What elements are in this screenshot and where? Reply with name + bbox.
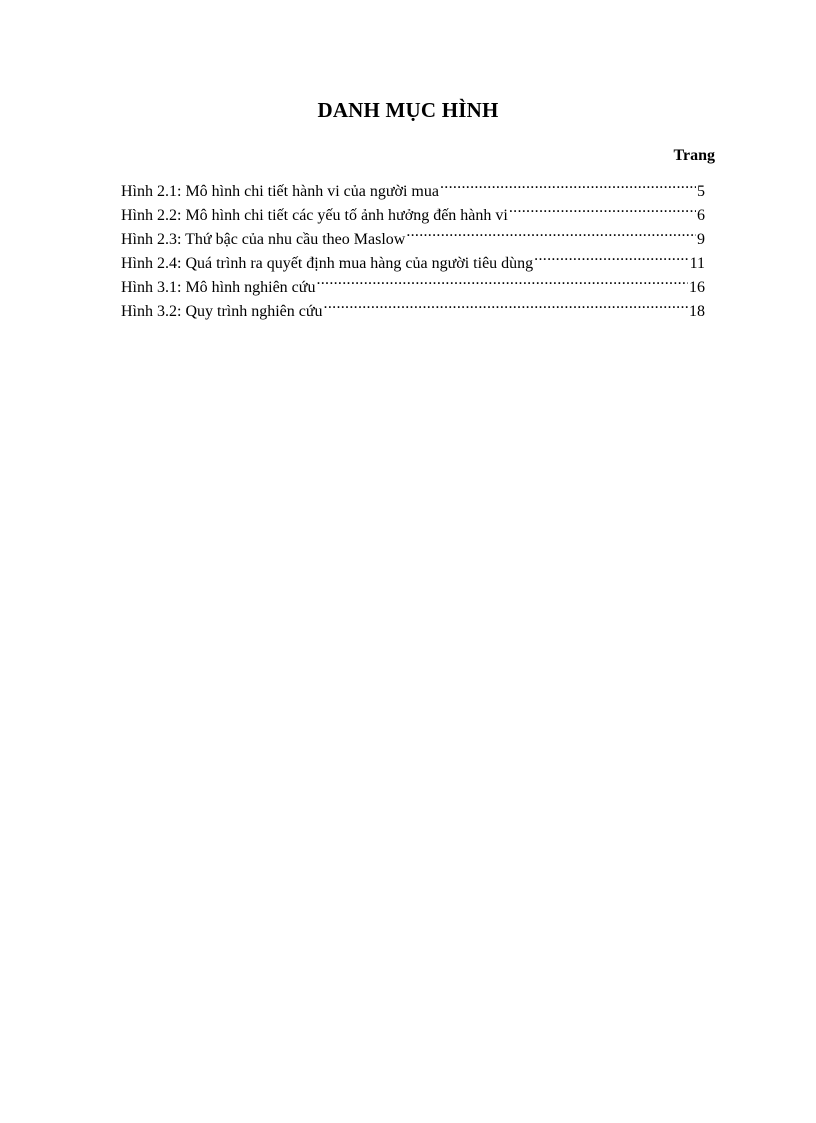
dot-leader bbox=[534, 244, 688, 268]
figure-entry-label: Hình 2.4: Quá trình ra quyết định mua hàng của người tiêu dùng bbox=[121, 255, 534, 272]
figure-entry-page: 11 bbox=[689, 255, 705, 272]
dot-leader bbox=[316, 268, 688, 292]
dot-leader bbox=[440, 172, 696, 196]
figure-entry-page: 16 bbox=[689, 279, 705, 296]
figure-entry-page: 6 bbox=[697, 207, 705, 224]
figure-entry-label: Hình 2.1: Mô hình chi tiết hành vi của người mua bbox=[121, 183, 439, 200]
dot-leader bbox=[324, 292, 688, 316]
figure-entry-label: Hình 3.2: Quy trình nghiên cứu bbox=[121, 303, 323, 320]
dot-leader bbox=[406, 220, 696, 244]
figure-entry-page: 18 bbox=[689, 303, 705, 320]
page-title: DANH MỤC HÌNH bbox=[317, 98, 499, 122]
figure-entry-label: Hình 2.3: Thứ bậc của nhu cầu theo Maslow bbox=[121, 231, 406, 248]
figure-entry-page: 5 bbox=[697, 183, 705, 200]
figure-entry-page: 9 bbox=[697, 231, 705, 248]
page-column-header: Trang bbox=[673, 147, 715, 164]
figure-entry-label: Hình 3.1: Mô hình nghiên cứu bbox=[121, 279, 316, 296]
figure-entry-2-1[interactable] bbox=[121, 172, 705, 200]
figure-list bbox=[121, 172, 705, 320]
dot-leader bbox=[509, 196, 696, 220]
figure-entry-label: Hình 2.2: Mô hình chi tiết các yếu tố ảnh hưởng đến hành vi bbox=[121, 207, 508, 224]
